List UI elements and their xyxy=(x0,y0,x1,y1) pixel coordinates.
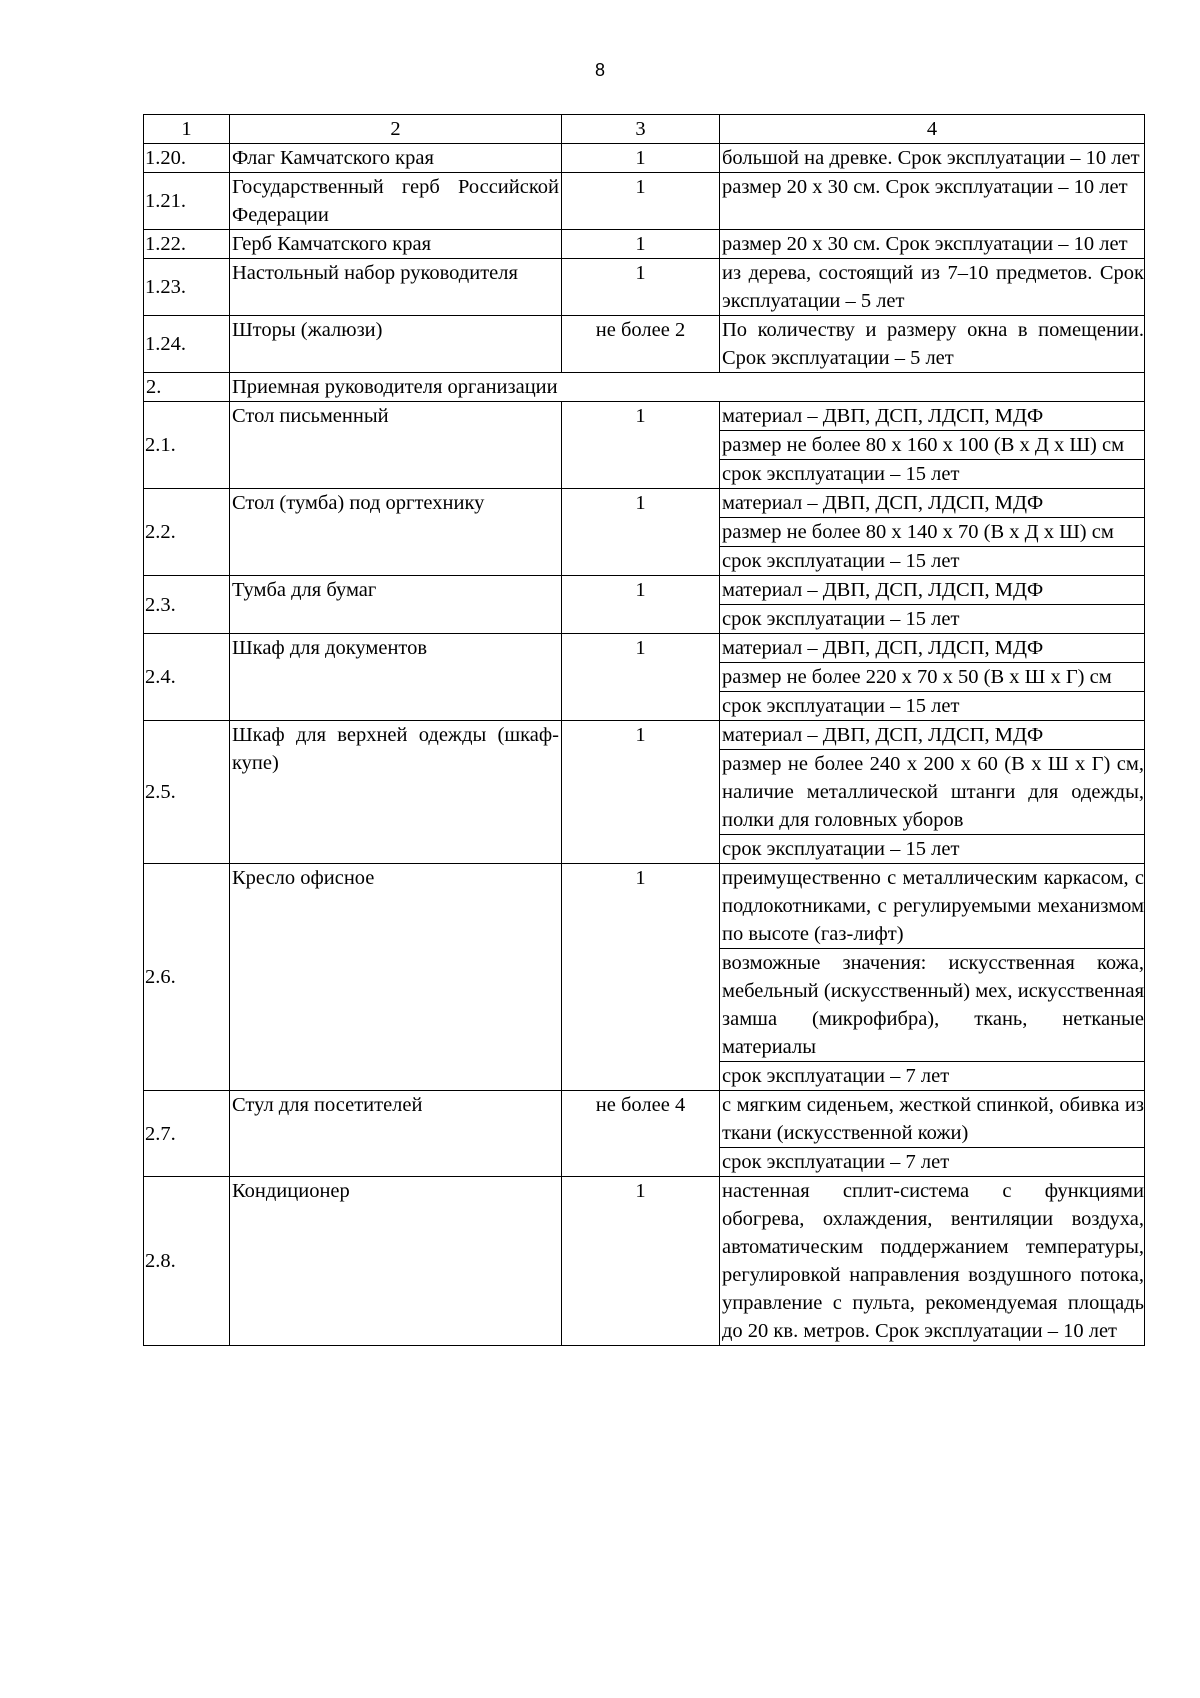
item-description-cell xyxy=(720,634,1145,721)
item-name-cell: Стул для посетителей xyxy=(230,1091,562,1177)
item-description-cell xyxy=(720,864,1145,1091)
item-number-cell: 2.5. xyxy=(144,721,230,864)
item-number-cell: 1.24. xyxy=(144,316,230,373)
description-part: срок эксплуатации – 15 лет xyxy=(722,463,960,485)
item-number-cell: 2.6. xyxy=(144,864,230,1091)
item-number-cell: 2.7. xyxy=(144,1091,230,1177)
table-row xyxy=(144,489,1145,576)
table-row xyxy=(144,230,1145,259)
item-description-cell xyxy=(720,1091,1145,1177)
table-row xyxy=(144,144,1145,173)
item-quantity-cell: 1 xyxy=(562,144,720,173)
item-number-cell: 2.3. xyxy=(144,576,230,634)
item-name-cell: Шкаф для верхней одежды (шкаф-купе) xyxy=(230,721,562,864)
item-name-cell: Кресло офисное xyxy=(230,864,562,1091)
item-quantity-cell: 1 xyxy=(562,721,720,864)
item-quantity-cell: 1 xyxy=(562,864,720,1091)
item-name-cell: Стол (тумба) под оргтехнику xyxy=(230,489,562,576)
description-part: срок эксплуатации – 15 лет xyxy=(722,838,960,860)
table-row xyxy=(144,864,1145,1091)
item-description-cell: По количеству и размеру окна в помещении. Срок эксплуатации – 5 лет xyxy=(720,316,1145,373)
column-header: 4 xyxy=(720,115,1145,144)
item-number-cell: 1.23. xyxy=(144,259,230,316)
item-name-cell: Герб Камчатского края xyxy=(230,230,562,259)
section-number: 2. xyxy=(144,373,230,402)
column-header: 1 xyxy=(144,115,230,144)
item-name-cell: Тумба для бумаг xyxy=(230,576,562,634)
item-description-cell xyxy=(720,721,1145,864)
item-number-cell: 1.21. xyxy=(144,173,230,230)
item-description-cell: настенная сплит-система с функциями обогрева, охлаждения, вентиляции воздуха, автоматическим поддержанием температуры, регулировкой направления воздушного потока, управление с пульта, рекомендуемая площадь до 20 кв. метров. Срок эксплуатации – 10 лет xyxy=(720,1177,1145,1346)
table-row xyxy=(144,1177,1145,1346)
description-part: размер не более 220 х 70 х 50 (В х Ш х Г) см xyxy=(720,663,1144,692)
item-name-cell: Настольный набор руководителя xyxy=(230,259,562,316)
description-part: материал – ДВП, ДСП, ЛДСП, МДФ xyxy=(720,402,1144,431)
description-part: преимущественно с металлическим каркасом, с подлокотниками, с регулируемыми механизмом по высоте (газ-лифт) xyxy=(720,864,1144,949)
item-quantity-cell: 1 xyxy=(562,402,720,489)
item-number-cell: 2.2. xyxy=(144,489,230,576)
equipment-table xyxy=(143,114,1145,1346)
description-part: размер не более 240 х 200 х 60 (В х Ш х Г) см, наличие металлической штанги для одежды, полки для головных уборов xyxy=(720,750,1144,835)
item-name-cell: Стол письменный xyxy=(230,402,562,489)
table-row xyxy=(144,173,1145,230)
item-name-cell: Шкаф для документов xyxy=(230,634,562,721)
item-name-cell: Шторы (жалюзи) xyxy=(230,316,562,373)
table-row xyxy=(144,721,1145,864)
item-quantity-cell: 1 xyxy=(562,230,720,259)
item-number-cell: 2.8. xyxy=(144,1177,230,1346)
item-description-cell: размер 20 х 30 см. Срок эксплуатации – 10 лет xyxy=(720,230,1145,259)
description-part: размер не более 80 х 160 х 100 (В х Д х Ш) см xyxy=(720,431,1144,460)
description-part: материал – ДВП, ДСП, ЛДСП, МДФ xyxy=(720,634,1144,663)
item-description-cell xyxy=(720,576,1145,634)
item-number-cell: 1.22. xyxy=(144,230,230,259)
description-part: материал – ДВП, ДСП, ЛДСП, МДФ xyxy=(720,576,1144,605)
item-quantity-cell: не более 2 xyxy=(562,316,720,373)
section-title: Приемная руководителя организации xyxy=(230,373,1145,402)
table-row xyxy=(144,259,1145,316)
description-part: срок эксплуатации – 15 лет xyxy=(722,695,960,717)
section-row xyxy=(144,373,1145,402)
item-number-cell: 1.20. xyxy=(144,144,230,173)
description-part: срок эксплуатации – 7 лет xyxy=(722,1151,950,1173)
item-name-cell: Государственный герб Российской Федерации xyxy=(230,173,562,230)
table-row xyxy=(144,316,1145,373)
description-part: размер не более 80 х 140 х 70 (В х Д х Ш) см xyxy=(720,518,1144,547)
table-row xyxy=(144,402,1145,489)
table-row xyxy=(144,576,1145,634)
description-part: с мягким сиденьем, жесткой спинкой, обивка из ткани (искусственной кожи) xyxy=(720,1091,1144,1148)
item-description-cell: размер 20 х 30 см. Срок эксплуатации – 10 лет xyxy=(720,173,1145,230)
item-number-cell: 2.1. xyxy=(144,402,230,489)
table-row xyxy=(144,1091,1145,1177)
description-part: срок эксплуатации – 15 лет xyxy=(722,608,960,630)
description-part: материал – ДВП, ДСП, ЛДСП, МДФ xyxy=(720,721,1144,750)
item-name-cell: Флаг Камчатского края xyxy=(230,144,562,173)
item-quantity-cell: 1 xyxy=(562,173,720,230)
description-part: срок эксплуатации – 7 лет xyxy=(722,1065,950,1087)
column-header: 3 xyxy=(562,115,720,144)
item-description-cell xyxy=(720,489,1145,576)
column-header: 2 xyxy=(230,115,562,144)
description-part: возможные значения: искусственная кожа, мебельный (искусственный) мех, искусственная замша (микрофибра), ткань, нетканые материалы xyxy=(720,949,1144,1062)
item-description-cell xyxy=(720,402,1145,489)
item-quantity-cell: 1 xyxy=(562,259,720,316)
description-part: материал – ДВП, ДСП, ЛДСП, МДФ xyxy=(720,489,1144,518)
item-number-cell: 2.4. xyxy=(144,634,230,721)
item-quantity-cell: не более 4 xyxy=(562,1091,720,1177)
description-part: срок эксплуатации – 15 лет xyxy=(722,550,960,572)
item-description-cell: большой на древке. Срок эксплуатации – 10 лет xyxy=(720,144,1145,173)
item-quantity-cell: 1 xyxy=(562,576,720,634)
item-quantity-cell: 1 xyxy=(562,489,720,576)
table-row xyxy=(144,634,1145,721)
item-quantity-cell: 1 xyxy=(562,634,720,721)
item-description-cell: из дерева, состоящий из 7–10 предметов. Срок эксплуатации – 5 лет xyxy=(720,259,1145,316)
page-number: 8 xyxy=(594,60,605,80)
table-header-row xyxy=(144,115,1145,144)
item-quantity-cell: 1 xyxy=(562,1177,720,1346)
item-name-cell: Кондиционер xyxy=(230,1177,562,1346)
